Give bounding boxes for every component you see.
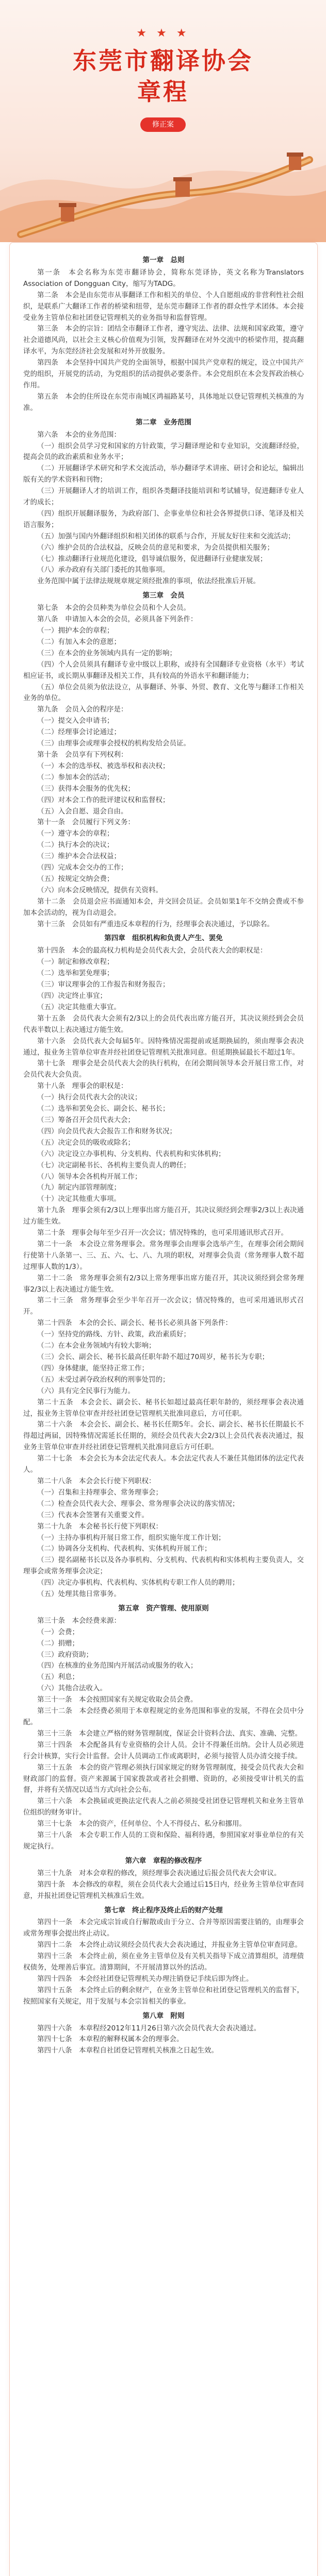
article-paragraph: 第四条 本会坚持中国共产党的全面领导，根据中国共产党章程的规定，设立中国共产党的组织，开展党的活动，为党组织的活动提供必要条件。本会党组织在本会发挥政治核心作用。 <box>23 359 304 389</box>
header-banner <box>0 0 326 242</box>
article-paragraph: 第三十三条 本会建立严格的财务管理制度，保证会计资料合法、真实、准确、完整。 <box>37 1729 302 1738</box>
article-paragraph: 第二十八条 本会会长行使下列职权： <box>37 1477 156 1485</box>
article-paragraph: （四）个人会员须具有翻译专业中级以上职称，或持有全国翻译专业资格（水平）考试相应证书，或长期从事翻译及相关工作，具有较高的外语水平和翻译能力； <box>23 660 304 680</box>
article-paragraph: 第三十九条 对本会章程的修改，须经理事会表决通过后报会员代表大会审议。 <box>37 1869 281 1877</box>
article-paragraph: （二）选举和罢免会长、副会长、秘书长； <box>37 1105 170 1113</box>
article-paragraph: （一）遵守本会的章程； <box>37 829 114 838</box>
article-paragraph: 第九条 会员入会的程序是： <box>37 705 128 714</box>
article-paragraph: （一）拥护本会的章程； <box>37 626 114 635</box>
content-area <box>0 242 326 2576</box>
article-paragraph: 第五条 本会的住所设在东莞市南城区鸿福路某号，具体地址以登记管理机关核准的为准。 <box>23 392 304 412</box>
article-paragraph: 第十二条 会员退会应书面通知本会，并交回会员证。会员如果1年不交纳会费或不参加本会活动的，视为自动退会。 <box>23 897 304 917</box>
star-icon: ★ ★ ★ <box>136 27 190 40</box>
article-paragraph: 第二十一条 本会设立常务理事会。常务理事会由理事会选举产生，在理事会闭会期间行使第十八条第一、三、五、六、七、八、九项的职权，对理事会负责（常务理事人数不超过理事人数的1/3）。 <box>23 1240 304 1271</box>
article-paragraph: （七）决定副秘书长、各机构主要负责人的聘任； <box>37 1161 190 1170</box>
article-paragraph: （三）在本会的业务领域内具有一定的影响； <box>37 649 176 657</box>
article-paragraph: （一）执行会员代表大会的决议； <box>37 1093 142 1102</box>
chapter-heading: 第六章 章程的修改程序 <box>125 1856 202 1865</box>
article-paragraph: 第四十七条 本章程的解释权属本会的理事会。 <box>37 2035 184 2044</box>
article-paragraph: 第二十六条 本会会长、副会长、秘书长任期5年。会长、副会长、秘书长任期最长不得超过两届，因特殊情况需延长任期的，须经会员代表大会2/3以上会员代表表决通过，报业务主管单位审查并经社团登记管理机关批准同意后方可任职。 <box>23 1420 304 1452</box>
article-paragraph: 第三十四条 本会配备具有专业资格的会计人员。会计不得兼任出纳。会计人员必须进行会计核算，实行会计监督。会计人员调动工作或离职时，必须与接管人员办清交接手续。 <box>23 1740 304 1760</box>
article-paragraph: （七）推动翻译行业规范化建设，倡导诚信服务，促进翻译行业健康发展； <box>37 554 267 563</box>
article-paragraph: （三）筹备召开会员代表大会； <box>37 1115 135 1124</box>
article-paragraph: （四）完成本会交办的工作； <box>37 863 128 872</box>
article-paragraph: （五）入会自愿、退会自由。 <box>37 807 128 816</box>
article-paragraph: 第十七条 理事会是会员代表大会的执行机构，在闭会期间领导本会开展日常工作，对会员代表大会负责。 <box>23 1059 304 1079</box>
article-paragraph: 第二十七条 本会会长为本会法定代表人。本会法定代表人不兼任其他团体的法定代表人。 <box>23 1454 304 1475</box>
article-paragraph: （二）检查会员代表大会、理事会、常务理事会决议的落实情况； <box>37 1499 239 1508</box>
chapter-heading: 第一章 总则 <box>142 256 185 264</box>
article-paragraph: 第三十条 本会经费来源： <box>37 1616 121 1625</box>
article-paragraph: （四）在核准的业务范围内开展活动或服务的收入； <box>37 1662 198 1670</box>
article-paragraph: （五）加强与国内外翻译组织和相关团体的联系与合作，开展友好往来和交流活动； <box>37 532 295 540</box>
chapter-heading: 第八章 附则 <box>142 2011 185 2020</box>
chapter-heading: 第七章 终止程序及终止后的财产处理 <box>104 1906 223 1914</box>
article-paragraph: 第八条 申请加入本会的会员，必须具备下列条件： <box>37 615 198 624</box>
article-paragraph: 第二十五条 本会会长、副会长、秘书长如超过最高任职年龄的，须经理事会表决通过，报业务主管单位审查并经社团登记管理机关批准同意后，方可任职。 <box>23 1398 304 1418</box>
article-paragraph: （二）选举和罢免理事； <box>37 969 114 978</box>
article-paragraph: 第四十一条 本会完成宗旨或自行解散或由于分立、合并等原因需要注销的，由理事会或常务理事会提出终止动议。 <box>23 1918 304 1938</box>
article-paragraph: （三）代表本会签署有关重要文件。 <box>37 1511 149 1519</box>
article-paragraph: 第三十六条 本会换届或更换法定代表人之前必须接受社团登记管理机关和业务主管单位组织的财务审计。 <box>23 1797 304 1817</box>
revision-badge: 修正案 <box>140 117 186 132</box>
article-paragraph: （三）政府资助； <box>37 1650 93 1659</box>
article-paragraph: 第十五条 会员代表大会须有2/3以上的会员代表出席方能召开，其决议须经到会会员代表半数以上表决通过方能生效。 <box>23 1014 304 1034</box>
chapter-heading: 第四章 组织机构和负责人产生、罢免 <box>104 934 223 943</box>
article-paragraph: （九）制定内部管理制度； <box>37 1183 121 1192</box>
article-paragraph: （二）协调各分支机构、代表机构、实体机构开展工作； <box>37 1545 211 1553</box>
great-wall-illustration <box>0 129 326 242</box>
chapter-heading: 第二章 业务范围 <box>136 418 191 427</box>
article-paragraph: （二）开展翻译学术研究和学术交流活动，举办翻译学术讲座、研讨会和论坛，编辑出版有关的学术资料和刊物； <box>23 464 304 484</box>
article-paragraph: （一）提交入会申请书； <box>37 717 114 725</box>
article-paragraph: 第三十五条 本会的资产管理必须执行国家规定的财务管理制度，接受会员代表大会和财政部门的监督。资产来源属于国家拨款或者社会捐赠、资助的，必须接受审计机关的监督，并将有关情况以适当方式向社会公布。 <box>23 1763 304 1794</box>
article-paragraph: 第四十条 本会修改的章程，须在会员代表大会通过后15日内，经业务主管单位审查同意，并报社团登记管理机关核准后生效。 <box>23 1880 304 1900</box>
title-line-2: 章程 <box>137 78 189 106</box>
article-paragraph: 第十八条 理事会的职权是： <box>37 1082 128 1091</box>
article-paragraph: （一）坚持党的路线、方针、政策，政治素质好； <box>37 1330 190 1339</box>
article-paragraph: 第二十三条 常务理事会至少半年召开一次会议；情况特殊的，也可采用通讯形式召开。 <box>23 1296 304 1316</box>
article-paragraph: 第四十五条 本会终止后的剩余财产，在业务主管单位和社团登记管理机关的监督下，按照国家有关规定，用于发展与本会宗旨相关的事业。 <box>23 1986 304 2006</box>
article-paragraph: （四）向会员代表大会报告工作和财务状况； <box>37 1127 176 1136</box>
article-paragraph: （四）决定终止事宜； <box>37 992 107 1000</box>
article-paragraph: 第四十八条 本章程自社团登记管理机关核准之日起生效。 <box>37 2046 218 2055</box>
article-paragraph: 业务范围中属于法律法规规章规定须经批准的事项，依法经批准后开展。 <box>37 577 260 586</box>
article-paragraph: 第六条 本会的业务范围： <box>37 430 121 439</box>
article-paragraph: （二）有加入本会的意愿； <box>37 637 121 646</box>
article-paragraph: （四）对本会工作的批评建议权和监督权； <box>37 795 170 804</box>
article-paragraph: 第四十四条 本会经社团登记管理机关办理注销登记手续后即为终止。 <box>37 1974 253 1983</box>
article-paragraph: 第三十七条 本会的资产，任何单位、个人不得侵占、私分和挪用。 <box>37 1820 246 1828</box>
article-paragraph: （三）审议理事会的工作报告和财务报告； <box>37 980 170 989</box>
article-paragraph: （二）在本会业务领域内有较大影响； <box>37 1342 156 1350</box>
article-paragraph: （一）组织会员学习党和国家的方针政策，学习翻译理论和专业知识，交流翻译经验，提高会员的政治素质和业务水平； <box>23 442 304 462</box>
article-paragraph: （一）本会的选举权、被选举权和表决权； <box>37 761 170 770</box>
article-paragraph: 第七条 本会的会员种类为单位会员和个人会员。 <box>37 604 190 613</box>
article-paragraph: 第三条 本会的宗旨：团结全市翻译工作者，遵守宪法、法律、法规和国家政策，遵守社会道德风尚，以社会主义核心价值观为引领，发挥翻译在对外交流中的桥梁作用，提高翻译水平，为东莞经济社会发展和对外开放服务。 <box>23 325 304 356</box>
article-paragraph: （四）决定办事机构、代表机构、实体机构专职工作人员的聘用； <box>37 1579 239 1587</box>
article-paragraph: （八）领导本会各机构开展工作； <box>37 1172 142 1181</box>
article-paragraph: （三）开展翻译人才的培训工作，组织各类翻译技能培训和考试辅导，促进翻译专业人才的成长； <box>23 487 304 507</box>
article-paragraph: 第十六条 会员代表大会每届5年。因特殊情况需提前或延期换届的，须由理事会表决通过，报业务主管单位审查并经社团登记管理机关批准同意。但延期换届最长不超过1年。 <box>23 1037 304 1057</box>
article-paragraph: 第四十三条 本会终止前，须在业务主管单位及有关机关指导下成立清算组织，清理债权债务，处理善后事宜。清算期间，不开展清算以外的活动。 <box>23 1952 304 1972</box>
article-paragraph: （十）决定其他重大事项。 <box>37 1195 121 1204</box>
article-paragraph: （五）处理其他日常事务。 <box>37 1590 121 1599</box>
article-paragraph: （一）主持办事机构开展日常工作，组织实施年度工作计划； <box>37 1533 225 1542</box>
article-paragraph: （二）执行本会的决议； <box>37 841 114 850</box>
article-paragraph: （六）决定设立办事机构、分支机构、代表机构和实体机构； <box>37 1149 225 1158</box>
article-paragraph: 第三十二条 本会经费必须用于本章程规定的业务范围和事业的发展，不得在会员中分配。 <box>23 1707 304 1726</box>
article-paragraph: 第十三条 会员如有严重违反本章程的行为，经理事会表决通过，予以除名。 <box>37 920 274 928</box>
article-paragraph: 第三十八条 本会专职工作人员的工资和保险、福利待遇，参照国家对事业单位的有关规定执行。 <box>23 1831 304 1851</box>
article-paragraph: （五）决定会员的吸收或除名； <box>37 1138 135 1147</box>
article-paragraph: （五）按规定交纳会费； <box>37 874 114 883</box>
article-paragraph: （二）参加本会的活动； <box>37 773 114 782</box>
article-paragraph: 第十九条 理事会须有2/3以上理事出席方能召开，其决议须经到会理事2/3以上表决通过方能生效。 <box>23 1206 304 1226</box>
article-paragraph: 第二十条 理事会每年至少召开一次会议；情况特殊的，也可采用通讯形式召开。 <box>37 1229 288 1238</box>
article-paragraph: （五）未受过剥夺政治权利的刑事处罚的； <box>37 1375 170 1384</box>
article-paragraph: 第二十二条 常务理事会须有2/3以上常务理事出席方能召开，其决议须经到会常务理事2/3以上表决通过方能生效。 <box>23 1274 304 1294</box>
article-paragraph: （五）决定其他重大事宜。 <box>37 1003 121 1011</box>
charter-card <box>9 242 318 2576</box>
article-paragraph: （一）制定和修改章程； <box>37 958 114 967</box>
article-paragraph: 第十一条 会员履行下列义务： <box>37 818 135 827</box>
charter-text <box>10 243 317 2067</box>
article-paragraph: 第十四条 本会的最高权力机构是会员代表大会，会员代表大会的职权是： <box>37 946 267 955</box>
article-paragraph: （三）维护本会合法权益； <box>37 852 121 861</box>
article-paragraph: 第二十四条 本会的会长、副会长、秘书长必须具备下列条件： <box>37 1319 232 1328</box>
article-paragraph: 第四十二条 本会终止动议须经会员代表大会表决通过，并报业务主管单位审查同意。 <box>37 1941 302 1950</box>
article-paragraph: （四）组织开展翻译服务，为政府部门、企事业单位和社会各界提供口译、笔译及相关语言服务； <box>23 509 304 529</box>
article-paragraph: （三）由理事会或理事会授权的机构发给会员证。 <box>37 739 190 748</box>
article-paragraph: 第三十一条 本会按照国家有关规定收取会员会费。 <box>37 1696 198 1704</box>
article-paragraph: （二）捐赠； <box>37 1639 79 1648</box>
article-paragraph: （六）具有完全民事行为能力。 <box>37 1386 135 1395</box>
article-paragraph: （三）会长、副会长、秘书长最高任职年龄不超过70周岁，秘书长为专职； <box>37 1353 269 1361</box>
article-paragraph: （六）向本会反映情况，提供有关资料。 <box>37 886 162 894</box>
article-paragraph: （六）其他合法收入。 <box>37 1684 107 1693</box>
article-paragraph: 第四十六条 本章程经2012年11月26日第六次会员代表大会表决通过。 <box>37 2024 261 2032</box>
article-paragraph: （四）身体健康，能坚持正常工作； <box>37 1364 149 1372</box>
article-paragraph: 第二条 本会是由东莞市从事翻译工作和相关的单位、个人自愿组成的非营利性社会组织，是联系广大翻译工作者的桥梁和纽带，是东莞市翻译工作者的群众性学术团体。本会接受业务主管单位和社团登记管理机关的业务指导和监督管理。 <box>23 291 304 322</box>
article-paragraph: 第一条 本会名称为东莞市翻译协会，简称东莞译协，英文名称为Translators Association of Dongguan City，缩写为TADG。 <box>23 268 304 288</box>
article-paragraph: （五）利息； <box>37 1673 79 1682</box>
chapter-heading: 第三章 会员 <box>142 591 185 600</box>
title-line-1: 东莞市翻译协会 <box>73 47 253 75</box>
article-paragraph: （五）单位会员须为依法设立，从事翻译、外事、外贸、教育、文化等与翻译工作相关业务的单位。 <box>23 683 304 703</box>
article-paragraph: （六）维护会员的合法权益，反映会员的意见和要求，为会员提供相关服务； <box>37 543 274 552</box>
chapter-heading: 第五章 资产管理、使用原则 <box>118 1604 209 1613</box>
article-paragraph: （二）经理事会讨论通过； <box>37 728 121 737</box>
article-paragraph: （一）会费； <box>37 1628 79 1636</box>
article-paragraph: （三）提名副秘书长以及各办事机构、分支机构、代表机构和实体机构主要负责人，交理事会或常务理事会决定； <box>23 1556 304 1576</box>
article-paragraph: 第二十九条 本会秘书长行使下列职权： <box>37 1522 162 1531</box>
article-paragraph: （一）召集和主持理事会、常务理事会； <box>37 1488 162 1497</box>
page-title <box>0 45 326 107</box>
article-paragraph: （八）承办政府有关部门委托的其他事项。 <box>37 566 170 574</box>
article-paragraph: 第十条 会员享有下列权利： <box>37 750 128 759</box>
article-paragraph: （三）获得本会服务的优先权； <box>37 784 135 793</box>
